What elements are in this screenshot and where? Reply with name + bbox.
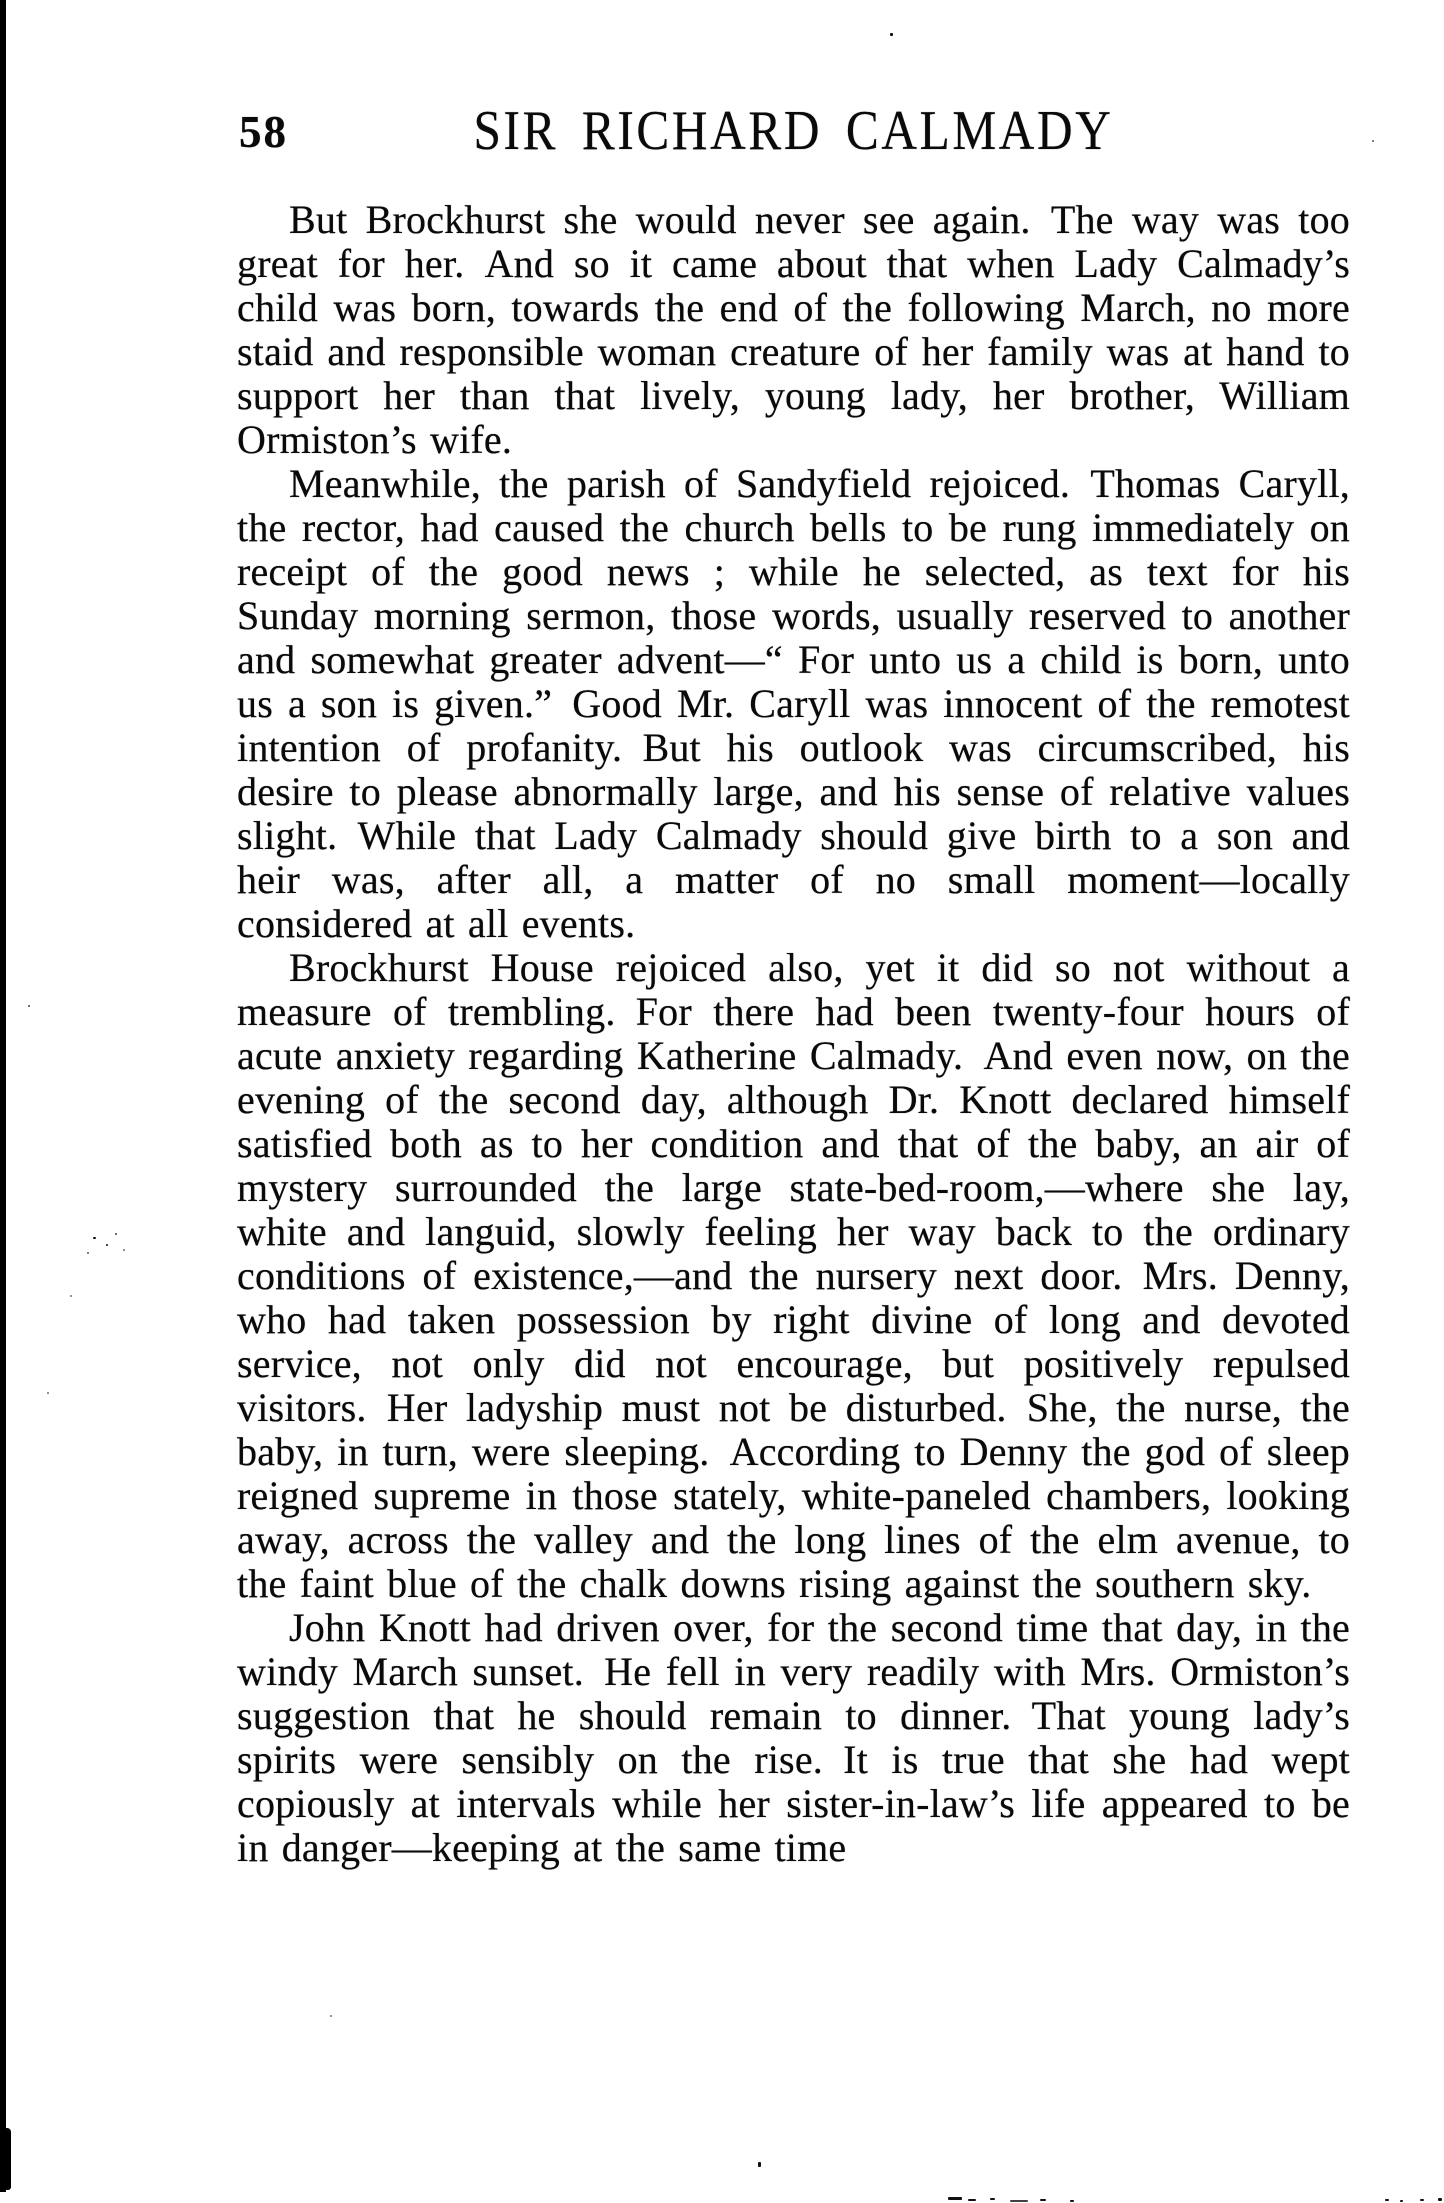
- scan-speckle: [87, 1252, 89, 1254]
- scan-speckle: [758, 2162, 761, 2167]
- scan-edge-bar: [0, 0, 6, 2192]
- scan-speckle: [948, 2197, 962, 2200]
- scan-speckle: [115, 1233, 117, 1235]
- scan-speckle: [1372, 140, 1374, 142]
- scan-speckle: [1400, 2200, 1403, 2202]
- scan-speckle: [93, 1237, 96, 1239]
- scan-speckle: [1438, 2198, 1442, 2201]
- paragraph-1: But Brockhurst she would never see again. The way was too great for her. And so it came about that when Lady Calmady’s child was born, towards the end of the following March, no more staid and responsible woman creature of her family was at hand to support her than that lively, young lady, her brother, William Ormiston’s wife.: [237, 197, 1350, 462]
- scan-speckle: [1010, 2200, 1028, 2202]
- scan-speckle: [1040, 2199, 1046, 2201]
- scan-speckle: [1385, 2199, 1389, 2201]
- paragraph-3: Brockhurst House rejoiced also, yet it did so not without a measure of trembling. For there had been twenty-four hours of acute anxiety regarding Katherine Calmady. And even now, on the evening of the second day, although Dr. Knott declared himself satisfied both as to her condition and that of the baby, an air of mystery surrounded the large state-bed-room,—where she lay, white and languid, slowly feeling her way back to the ordinary conditions of existence,—and the nursery next door. Mrs. Denny, who had taken possession by right divine of long and devoted service, not only did not encourage, but positively repulsed visitors. Her ladyship must not be disturbed. She, the nurse, the baby, in turn, were sleeping. According to Denny the god of sleep reigned supreme in those stately, white-paneled chambers, looking away, across the valley and the long lines of the elm avenue, to the faint blue of the chalk downs rising against the southern sky.: [237, 945, 1350, 1606]
- scan-speckle: [1420, 2199, 1424, 2201]
- scan-speckle: [330, 2015, 332, 2017]
- page-number: 58: [239, 107, 288, 157]
- scan-speckle: [890, 33, 893, 36]
- running-head: [237, 100, 1350, 162]
- scan-speckle: [28, 1005, 30, 1007]
- scan-edge-blob: [0, 2128, 11, 2190]
- scan-speckle: [106, 1244, 108, 1246]
- paragraph-4: John Knott had driven over, for the second time that day, in the windy March sunset. He fell in very readily with Mrs. Ormiston’s suggestion that he should remain to dinner. That young lady’s spirits were sensibly on the rise. It is true that she had wept copiously at intervals while her sister-in-law’s life appeared to be in danger—keeping at the same time: [237, 1605, 1350, 1870]
- running-title: SIR RICHARD CALMADY: [473, 100, 1114, 162]
- scan-speckle: [990, 2198, 995, 2200]
- scan-speckle: [1070, 2200, 1074, 2202]
- paragraph-2: Meanwhile, the parish of Sandyfield rejoiced. Thomas Caryll, the rector, had caused the church bells to be rung immediately on receipt of the good news ; while he selected, as text for his Sunday morning sermon, those words, usually reserved to another and somewhat greater advent—“ For unto us a child is born, unto us a son is given.” Good Mr. Caryll was innocent of the remotest intention of profanity. But his outlook was circumscribed, his desire to please abnormally large, and his sense of relative values slight. While that Lady Calmady should give birth to a son and heir was, after all, a matter of no small moment—locally considered at all events.: [237, 461, 1350, 946]
- page-body: [237, 198, 1350, 1870]
- scan-speckle: [123, 1249, 125, 1251]
- scan-speckle: [968, 2199, 976, 2201]
- scan-speckle: [70, 1295, 72, 1297]
- scan-speckle: [47, 1392, 49, 1394]
